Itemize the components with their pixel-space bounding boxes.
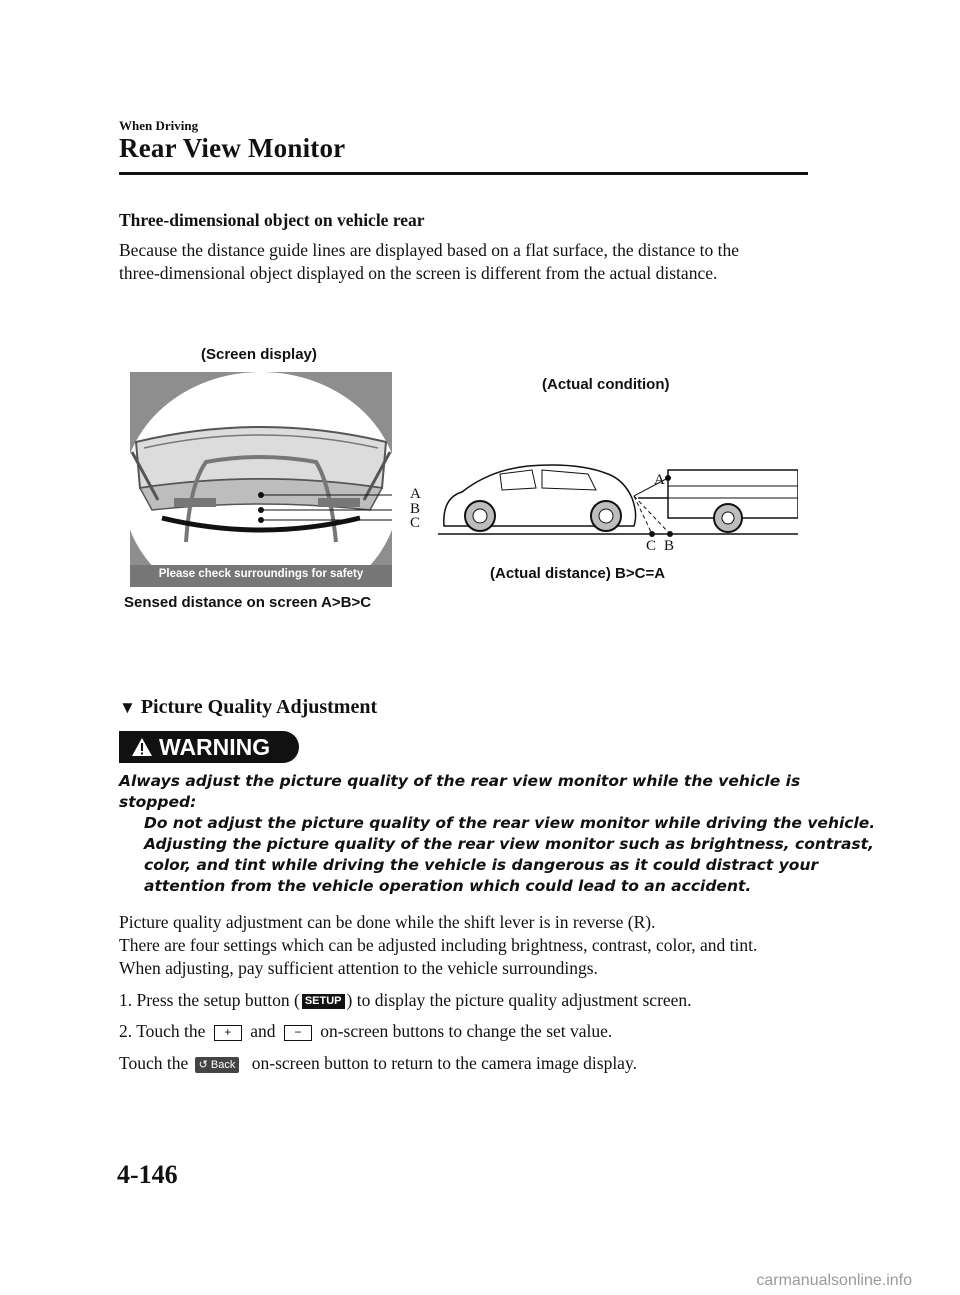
- intro-line-2: three-dimensional object displayed on the screen is different from the actual distance.: [119, 263, 718, 283]
- mark-c-screen: C: [410, 515, 421, 531]
- screen-display-label: (Screen display): [201, 346, 317, 363]
- actual-condition-figure: [438, 458, 798, 548]
- touch-post: on-screen button to return to the camera image display.: [251, 1053, 637, 1073]
- minus-button-icon: −: [284, 1025, 312, 1041]
- warning-label: WARNING: [159, 733, 271, 760]
- step-1-number: 1.: [119, 990, 133, 1010]
- step-2-number: 2.: [119, 1021, 133, 1041]
- warning-lead-2: stopped:: [119, 793, 197, 811]
- screen-display-figure: [130, 372, 392, 587]
- warning-icon: [131, 737, 153, 757]
- screen-caption: Sensed distance on screen A>B>C: [124, 594, 372, 611]
- subheading: Three-dimensional object on vehicle rear: [119, 210, 425, 230]
- section-label: When Driving: [119, 118, 199, 133]
- mark-c-actual: C: [646, 538, 657, 554]
- pq-heading: Picture Quality Adjustment: [140, 696, 378, 718]
- warning-body-1: Do not adjust the picture quality of the rear view monitor while driving the vehicle.: [144, 814, 876, 832]
- step-1: [119, 989, 819, 1012]
- page-number: 4-146: [117, 1160, 178, 1189]
- mark-a-screen: A: [410, 486, 421, 502]
- plus-button-icon: +: [214, 1025, 242, 1041]
- title-rule: [119, 172, 808, 175]
- page-title: Rear View Monitor: [119, 133, 346, 163]
- setup-button-icon: SETUP: [302, 994, 345, 1009]
- actual-caption: (Actual distance) B>C=A: [490, 565, 666, 582]
- site-watermark: carmanualsonline.info: [756, 1272, 912, 1289]
- warning-body-4: attention from the vehicle operation which could lead to an accident.: [144, 877, 752, 895]
- step-1-post: ) to display the picture quality adjustment screen.: [346, 990, 692, 1010]
- step-2-pre: Touch the: [136, 1021, 206, 1041]
- intro-line-1: Because the distance guide lines are displayed based on a flat surface, the distance to the: [119, 240, 740, 260]
- pq-para-2: There are four settings which can be adjusted including brightness, contrast, color, and tint.: [119, 935, 758, 955]
- warning-badge: [119, 731, 299, 763]
- back-button-icon: ↺ Back: [195, 1057, 240, 1073]
- step-2-and: and: [250, 1021, 276, 1041]
- back-chip-label: Back: [210, 1058, 236, 1071]
- pq-para-1: Picture quality adjustment can be done while the shift lever is in reverse (R).: [119, 912, 656, 932]
- touch-pre: Touch the: [119, 1053, 189, 1073]
- mark-a-actual: A: [654, 472, 665, 488]
- mark-b-screen: B: [410, 501, 421, 517]
- warning-body-3: color, and tint while driving the vehicle is dangerous as it could distract your: [144, 856, 819, 874]
- touch-back-line: [119, 1052, 819, 1075]
- triangle-down-icon: ▼: [119, 698, 136, 717]
- step-2-post: on-screen buttons to change the set value.: [320, 1021, 613, 1041]
- actual-condition-label: (Actual condition): [542, 376, 670, 393]
- warning-lead-1: Always adjust the picture quality of the rear view monitor while the vehicle is: [119, 772, 801, 790]
- mark-b-actual: B: [664, 538, 675, 554]
- step-2: [119, 1020, 819, 1043]
- screen-banner: Please check surroundings for safety: [158, 568, 364, 580]
- pq-para-3: When adjusting, pay sufficient attention to the vehicle surroundings.: [119, 958, 598, 978]
- pq-heading-row: [119, 696, 377, 719]
- step-1-pre: Press the setup button (: [136, 990, 300, 1010]
- warning-body-2: Adjusting the picture quality of the rear view monitor such as brightness, contrast,: [144, 835, 874, 853]
